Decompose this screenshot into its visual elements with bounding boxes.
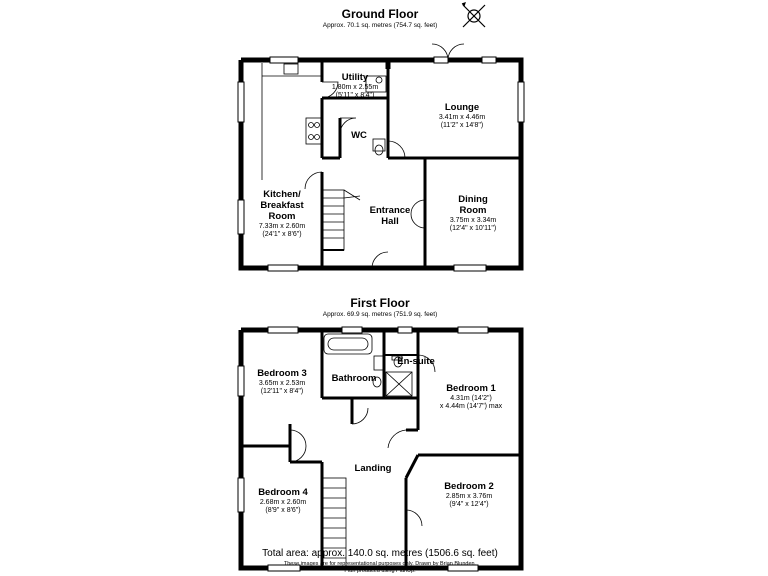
room-dimensions-imperial: (24'1" x 8'6") (262, 230, 302, 238)
ground-floor-area: Approx. 70.1 sq. metres (754.7 sq. feet) (322, 22, 438, 29)
first-floor-title: First Floor (350, 296, 410, 310)
room-kitchen (244, 190, 320, 239)
room-dimensions-line1: 4.31m (14'2") (450, 394, 492, 402)
room-name: Bedroom 2 (444, 481, 494, 492)
room-name: Bedroom 4 (258, 487, 308, 498)
room-dimensions: 2.85m x 3.76m (445, 492, 493, 500)
room-bedroom-3 (246, 369, 318, 396)
room-wc: WC (351, 130, 367, 141)
room-dimensions-imperial: (11'2" x 14'8") (440, 121, 484, 129)
room-name: Bedroom 1 (446, 383, 496, 394)
disclaimer-line1: These images are for representational purposes only. Drawn by Brian Blunden. (283, 561, 477, 567)
first-floor-area: Approx. 69.9 sq. metres (751.9 sq. feet) (322, 311, 438, 318)
room-name: Bedroom 3 (257, 368, 307, 379)
room-dimensions: 2.68m x 2.60m (259, 498, 307, 506)
room-dimensions-imperial: (12'11" x 8'4") (260, 387, 304, 395)
room-lounge (410, 103, 514, 130)
disclaimer-line2: Plan produced using PlanUp. (344, 568, 416, 574)
room-name-line1: Dining (458, 194, 488, 205)
room-dimensions-imperial: (8'9" x 8'6") (265, 506, 301, 514)
ground-floor-title: Ground Floor (341, 7, 419, 21)
room-utility (324, 73, 386, 100)
room-dimensions: 3.75m x 3.34m (449, 216, 497, 224)
room-dimensions: 1.80m x 2.55m (331, 83, 379, 91)
room-name-line1: Entrance (369, 205, 411, 216)
room-dimensions: 7.33m x 2.60m (258, 222, 306, 230)
room-dining (432, 195, 514, 233)
room-landing: Landing (354, 463, 392, 474)
room-dimensions-imperial: (9'4" x 12'4") (449, 500, 489, 508)
compass-icon (462, 3, 485, 27)
room-name-line2: Breakfast (260, 199, 304, 211)
ground-floor-stairs (322, 190, 360, 250)
room-name-line2: Hall (381, 215, 399, 227)
room-dimensions: 3.65m x 2.53m (258, 379, 306, 387)
room-dimensions-line2: x 4.44m (14'7") max (439, 402, 503, 410)
room-bedroom-2 (420, 482, 518, 509)
room-dimensions: 3.41m x 4.46m (438, 113, 486, 121)
room-bathroom: Bathroom (331, 373, 377, 384)
first-floor-windows (238, 327, 488, 571)
room-name-line1: Kitchen/ (263, 189, 301, 200)
room-dimensions-imperial: (5'11" x 8'4") (335, 91, 375, 99)
room-name: Lounge (444, 102, 480, 113)
room-name-line3: Room (268, 210, 296, 222)
room-name: Utility (341, 72, 369, 83)
room-dimensions-imperial: (12'4" x 10'11") (449, 224, 497, 232)
first-floor-walls (241, 330, 521, 568)
room-ensuite: En-suite (397, 356, 435, 367)
room-name-line2: Room (459, 204, 487, 216)
room-bedroom-1 (424, 384, 518, 411)
total-area: Total area: approx. 140.0 sq. metres (1506.6 sq. feet) (262, 548, 498, 559)
room-entrance-hall (360, 206, 420, 228)
room-bedroom-4 (246, 488, 320, 515)
